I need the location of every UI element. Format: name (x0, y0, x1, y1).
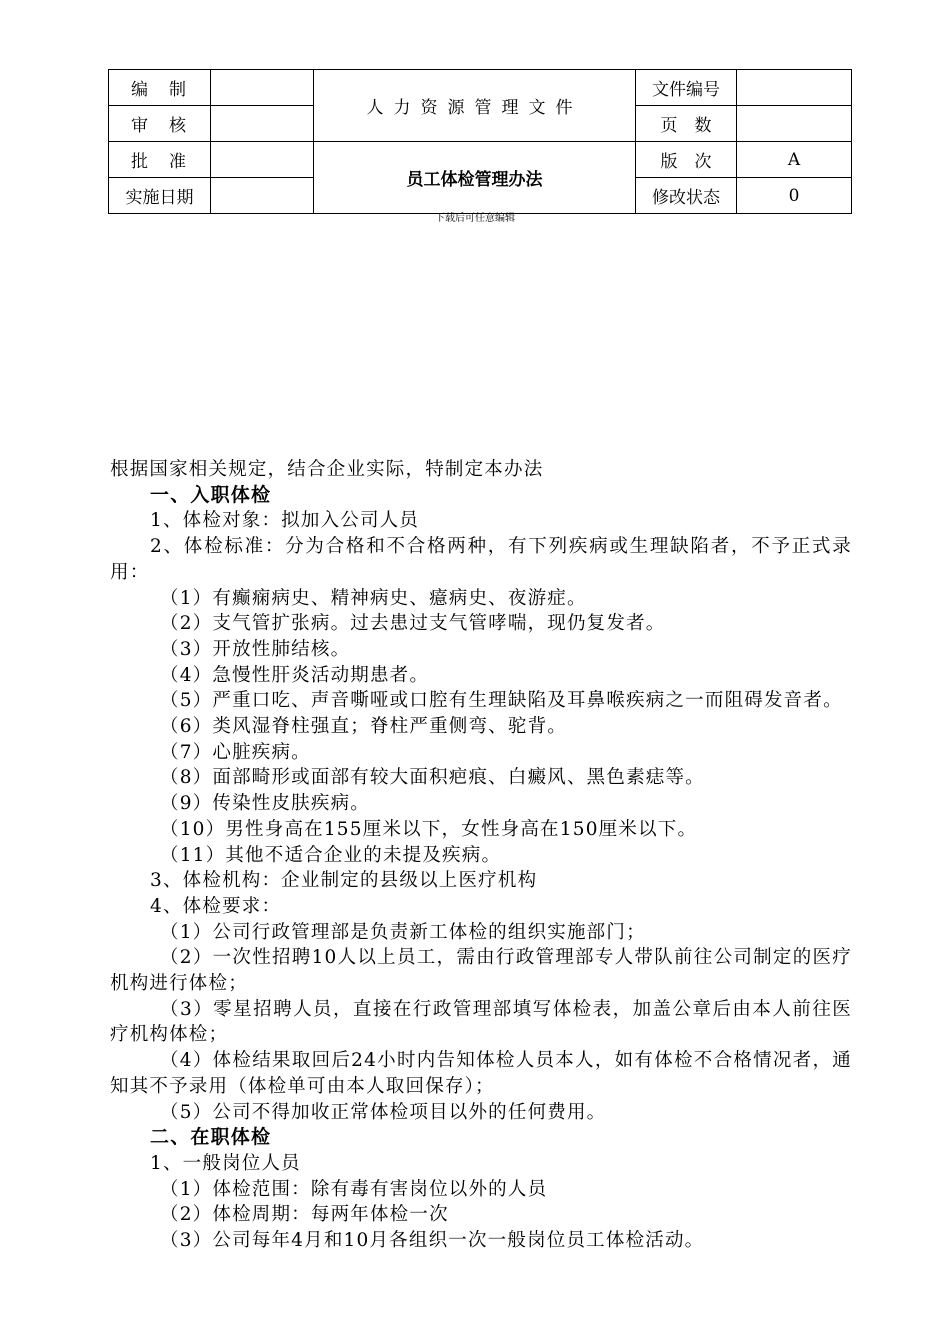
document-header-table (108, 69, 852, 214)
file-number-label: 文件编号 (636, 70, 737, 106)
page-count-label: 页 数 (636, 106, 737, 142)
list-item: （3）开放性肺结核。 (160, 638, 351, 660)
approved-by-value (211, 142, 314, 178)
list-item: （1）有癫痫病史、精神病史、癔病史、夜游症。 (160, 587, 587, 609)
list-item: （8）面部畸形或面部有较大面积疤痕、白癜风、黑色素痣等。 (160, 767, 705, 789)
intro-paragraph: 根据国家相关规定，结合企业实际，特制定本办法 (110, 459, 544, 480)
page-count-value (737, 106, 852, 142)
list-item: （5）公司不得加收正常体检项目以外的任何费用。 (160, 1101, 607, 1123)
list-item: （7）心脏疾病。 (160, 741, 311, 763)
list-item: （2）一次性招聘10人以上员工，需由行政管理部专人带队前往公司制定的医疗机构进行体检； (110, 947, 852, 995)
paragraph: 1、体检对象：拟加入公司人员 (150, 510, 420, 532)
edit-note: 下载后可任意编辑 (435, 213, 515, 224)
effective-date-label: 实施日期 (109, 178, 211, 214)
paragraph: 2、体检标准：分为合格和不合格两种，有下列疾病或生理缺陷者，不予正式录用： (110, 536, 852, 583)
compiled-by-value (211, 70, 314, 106)
paragraph: 3、体检机构：企业制定的县级以上医疗机构 (150, 870, 538, 892)
list-item: （9）传染性皮肤疾病。 (160, 793, 370, 815)
paragraph: 1、一般岗位人员 (150, 1152, 301, 1174)
list-item: （6）类风湿脊柱强直；脊柱严重侧弯、驼背。 (160, 716, 567, 738)
list-item: （4）急慢性肝炎活动期患者。 (160, 664, 430, 686)
list-item: （10）男性身高在155厘米以下，女性身高在150厘米以下。 (160, 818, 698, 840)
reviewed-by-label: 审 核 (109, 106, 211, 142)
list-item: （3）零星招聘人员，直接在行政管理部填写体检表，加盖公章后由本人前往医疗机构体检； (110, 998, 852, 1046)
list-item: （2）体检周期：每两年体检一次 (160, 1204, 449, 1226)
document-title: 员工体检管理办法 (314, 142, 636, 214)
revision-status-label: 修改状态 (636, 178, 737, 214)
list-item: （5）严重口吃、声音嘶哑或口腔有生理缺陷及耳鼻喉疾病之一而阻碍发音者。 (160, 690, 843, 712)
paragraph: 4、体检要求： (150, 895, 282, 917)
list-item: （2）支气管扩张病。过去患过支气管哮喘，现仍复发者。 (160, 613, 666, 635)
version-value: A (737, 142, 852, 178)
list-item: （3）公司每年4月和10月各组织一次一般岗位员工体检活动。 (160, 1230, 705, 1252)
list-item: （1）公司行政管理部是负责新工体检的组织实施部门； (160, 921, 646, 943)
version-label: 版 次 (636, 142, 737, 178)
list-item: （11）其他不适合企业的未提及疾病。 (160, 844, 502, 866)
file-number-value (737, 70, 852, 106)
reviewed-by-value (211, 106, 314, 142)
approved-by-label: 批 准 (109, 142, 211, 178)
section-heading-in-service: 二、在职体检 (150, 1126, 272, 1149)
section-heading-onboarding: 一、入职体检 (150, 483, 272, 506)
revision-status-value: 0 (737, 178, 852, 214)
compiled-by-label: 编 制 (109, 70, 211, 106)
org-document-type: 人力资源管理文件 (314, 70, 636, 142)
document-body (110, 457, 852, 1254)
list-item: （1）体检范围：除有毒有害岗位以外的人员 (160, 1178, 548, 1200)
list-item: （4）体检结果取回后24小时内告知体检人员本人，如有体检不合格情况者，通知其不予录用（体检单可由本人取回保存）； (110, 1050, 852, 1097)
